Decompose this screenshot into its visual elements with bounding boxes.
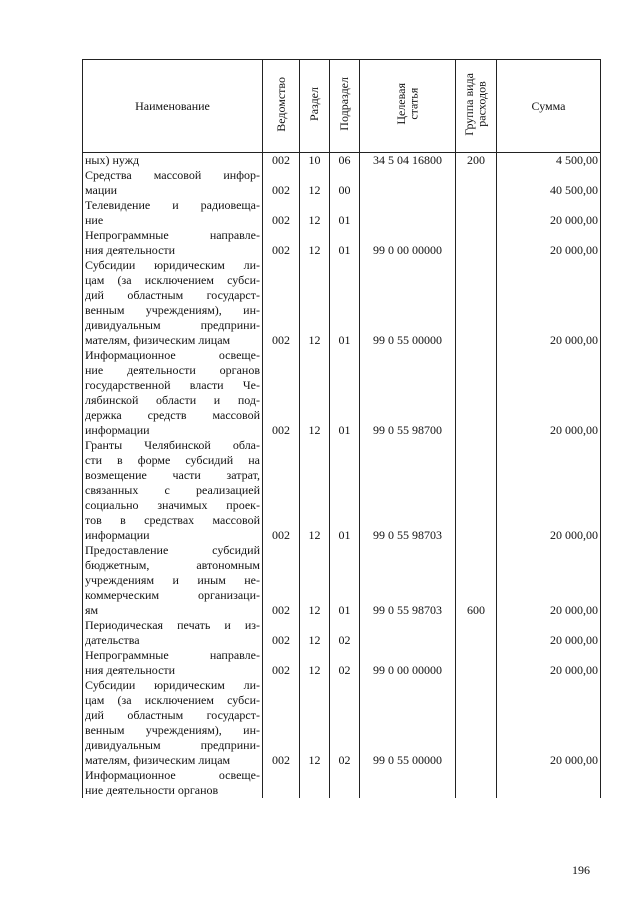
- row-exptype: [456, 348, 497, 438]
- row-exptype: 600: [456, 543, 497, 618]
- row-subsection: 02: [330, 618, 360, 648]
- row-subsection: 02: [330, 678, 360, 768]
- table-row: [83, 438, 601, 543]
- table-row: [83, 618, 601, 648]
- row-sum: [497, 768, 601, 798]
- row-section: 12: [300, 678, 330, 768]
- row-dept: 002: [263, 348, 300, 438]
- row-name-line: учреждениям и иным не-: [85, 573, 260, 587]
- row-name: [83, 438, 263, 543]
- row-name-line: Непрограммные направле-: [85, 228, 260, 242]
- row-subsection: 01: [330, 543, 360, 618]
- row-name-line: дий областным государст-: [85, 288, 260, 302]
- row-dept: 002: [263, 258, 300, 348]
- row-name-line: Гранты Челябинской обла-: [85, 438, 260, 452]
- row-target: [360, 768, 456, 798]
- row-sum: 20 000,00: [497, 543, 601, 618]
- budget-table: [82, 59, 601, 798]
- row-exptype: [456, 258, 497, 348]
- header-subsection: Подраздел: [330, 60, 360, 153]
- header-exptype: Группа вида расходов: [456, 60, 497, 153]
- row-target: [360, 198, 456, 228]
- row-name-line: Субсидии юридическим ли-: [85, 258, 260, 272]
- row-name-line: ние деятельности органов: [85, 363, 260, 377]
- row-dept: 002: [263, 678, 300, 768]
- row-name-line: венным учреждениям), ин-: [85, 723, 260, 737]
- row-section: 12: [300, 543, 330, 618]
- row-name: [83, 768, 263, 798]
- row-section: 10: [300, 153, 330, 169]
- row-name-line: возмещение части затрат,: [85, 468, 260, 482]
- row-section: [300, 768, 330, 798]
- row-subsection: 01: [330, 228, 360, 258]
- row-dept: 002: [263, 153, 300, 169]
- row-exptype: [456, 168, 497, 198]
- table-row: [83, 678, 601, 768]
- row-exptype: [456, 438, 497, 543]
- row-sum: 20 000,00: [497, 648, 601, 678]
- row-name: [83, 648, 263, 678]
- row-target: 34 5 04 16800: [360, 153, 456, 169]
- table-row: [83, 198, 601, 228]
- header-sum: Сумма: [497, 60, 601, 153]
- row-section: 12: [300, 438, 330, 543]
- row-name-line: тов в средствах массовой: [85, 513, 260, 527]
- header-dept: Ведомство: [263, 60, 300, 153]
- row-name-line: ния деятельности: [85, 243, 176, 257]
- row-name-line: информации: [85, 528, 150, 542]
- row-exptype: [456, 618, 497, 648]
- row-name: [83, 153, 263, 169]
- row-exptype: [456, 228, 497, 258]
- table-row: [83, 258, 601, 348]
- row-name-line: Субсидии юридическим ли-: [85, 678, 260, 692]
- row-name-line: Средства массовой инфор-: [85, 168, 260, 182]
- table-header-row: [83, 60, 601, 153]
- row-target: 99 0 00 00000: [360, 648, 456, 678]
- row-target: 99 0 00 00000: [360, 228, 456, 258]
- row-name-line: мателям, физическим лицам: [85, 753, 231, 767]
- row-subsection: 02: [330, 648, 360, 678]
- row-name-line: мателям, физическим лицам: [85, 333, 231, 347]
- table-row: [83, 543, 601, 618]
- table-row: [83, 153, 601, 169]
- row-name: [83, 228, 263, 258]
- row-name-line: Информационное освеще-: [85, 768, 260, 782]
- row-subsection: 01: [330, 348, 360, 438]
- row-name-line: государственной власти Че-: [85, 378, 260, 392]
- row-sum: 4 500,00: [497, 153, 601, 169]
- row-name-line: ния деятельности: [85, 663, 176, 677]
- row-target: 99 0 55 98703: [360, 438, 456, 543]
- row-section: 12: [300, 198, 330, 228]
- row-name-line: Предоставление субсидий: [85, 543, 260, 557]
- row-dept: 002: [263, 618, 300, 648]
- row-exptype: [456, 678, 497, 768]
- row-name: [83, 618, 263, 648]
- row-dept: 002: [263, 168, 300, 198]
- header-name: Наименование: [83, 60, 263, 153]
- header-target: Целевая статья: [360, 60, 456, 153]
- row-subsection: 00: [330, 168, 360, 198]
- row-exptype: [456, 768, 497, 798]
- page-number: 196: [572, 863, 590, 877]
- row-target: 99 0 55 98700: [360, 348, 456, 438]
- row-name-line: связанных с реализацией: [85, 483, 260, 497]
- table-row: [83, 648, 601, 678]
- row-name-line: дивидуальным предприни-: [85, 318, 260, 332]
- row-name-line: информации: [85, 423, 150, 437]
- row-section: 12: [300, 258, 330, 348]
- row-target: 99 0 55 00000: [360, 678, 456, 768]
- row-section: 12: [300, 648, 330, 678]
- table-row: [83, 348, 601, 438]
- row-name-line: ние деятельности органов: [85, 783, 219, 797]
- row-name: [83, 198, 263, 228]
- row-dept: 002: [263, 543, 300, 618]
- header-section: Раздел: [300, 60, 330, 153]
- row-name-line: дий областным государст-: [85, 708, 260, 722]
- row-sum: 20 000,00: [497, 618, 601, 648]
- row-name-line: ние: [85, 213, 104, 227]
- row-name-line: Телевидение и радиовеща-: [85, 198, 260, 212]
- row-section: 12: [300, 228, 330, 258]
- row-sum: 20 000,00: [497, 198, 601, 228]
- row-dept: [263, 768, 300, 798]
- row-subsection: 06: [330, 153, 360, 169]
- row-subsection: 01: [330, 258, 360, 348]
- row-dept: 002: [263, 198, 300, 228]
- row-sum: 20 000,00: [497, 258, 601, 348]
- row-sum: 40 500,00: [497, 168, 601, 198]
- row-name-line: Непрограммные направле-: [85, 648, 260, 662]
- row-name-line: лябинской области и под-: [85, 393, 260, 407]
- row-name-line: цам (за исключением субси-: [85, 693, 260, 707]
- table-row: [83, 228, 601, 258]
- row-dept: 002: [263, 228, 300, 258]
- row-exptype: 200: [456, 153, 497, 169]
- row-name-line: Периодическая печать и из-: [85, 618, 260, 632]
- row-subsection: 01: [330, 198, 360, 228]
- row-name-line: мации: [85, 183, 118, 197]
- row-target: [360, 618, 456, 648]
- table-row: [83, 768, 601, 798]
- row-name: [83, 168, 263, 198]
- row-name: [83, 348, 263, 438]
- row-sum: 20 000,00: [497, 438, 601, 543]
- row-name-line: цам (за исключением субси-: [85, 273, 260, 287]
- row-name: [83, 543, 263, 618]
- row-target: 99 0 55 00000: [360, 258, 456, 348]
- row-section: 12: [300, 618, 330, 648]
- row-sum: 20 000,00: [497, 228, 601, 258]
- row-dept: 002: [263, 648, 300, 678]
- row-section: 12: [300, 168, 330, 198]
- row-sum: 20 000,00: [497, 348, 601, 438]
- row-name: [83, 678, 263, 768]
- table-row: [83, 168, 601, 198]
- row-name-line: сти в форме субсидий на: [85, 453, 260, 467]
- row-name-line: ных) нужд: [85, 153, 140, 167]
- row-subsection: [330, 768, 360, 798]
- table-body: [83, 153, 601, 799]
- row-name-line: ям: [85, 603, 99, 617]
- row-name-line: Информационное освеще-: [85, 348, 260, 362]
- row-exptype: [456, 198, 497, 228]
- row-target: [360, 168, 456, 198]
- row-subsection: 01: [330, 438, 360, 543]
- row-name-line: коммерческим организаци-: [85, 588, 260, 602]
- row-name-line: бюджетным, автономным: [85, 558, 260, 572]
- row-sum: 20 000,00: [497, 678, 601, 768]
- row-exptype: [456, 648, 497, 678]
- row-name-line: держка средств массовой: [85, 408, 260, 422]
- row-name-line: социально значимых проек-: [85, 498, 260, 512]
- row-name-line: венным учреждениям), ин-: [85, 303, 260, 317]
- row-name-line: дивидуальным предприни-: [85, 738, 260, 752]
- row-section: 12: [300, 348, 330, 438]
- row-target: 99 0 55 98703: [360, 543, 456, 618]
- row-name: [83, 258, 263, 348]
- row-dept: 002: [263, 438, 300, 543]
- row-name-line: дательства: [85, 633, 140, 647]
